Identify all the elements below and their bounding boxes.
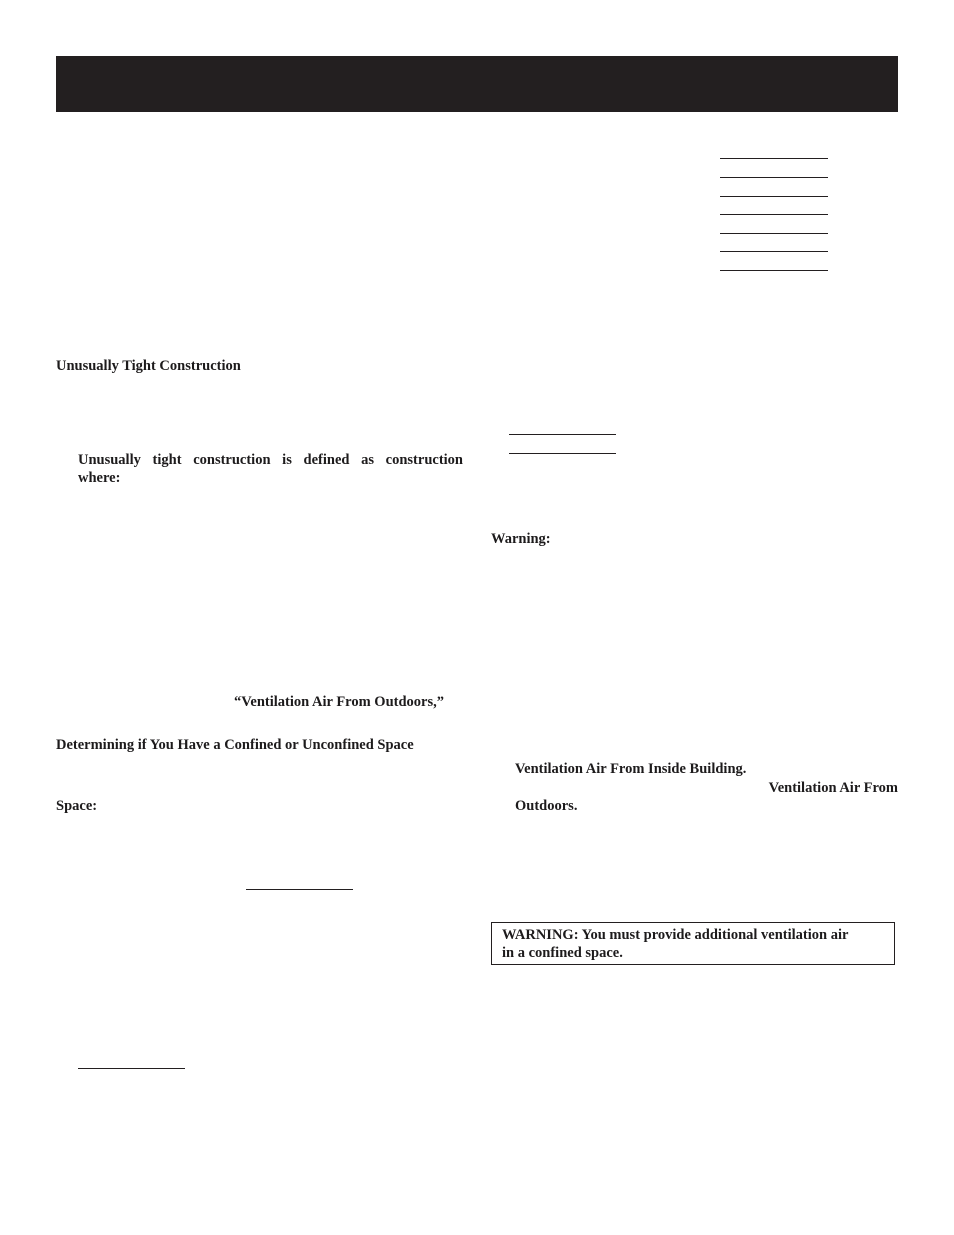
space-label: Space:	[56, 798, 98, 814]
warning-box-line: in a confined space.	[502, 945, 623, 961]
outdoors-reference: Outdoors.	[515, 798, 578, 814]
form-blank-line	[509, 434, 616, 435]
warning-label: Warning:	[491, 531, 551, 547]
tight-construction-definition-cont: where:	[78, 470, 121, 486]
header-bar	[56, 56, 898, 112]
form-blank-line	[720, 270, 828, 271]
form-blank-line	[720, 177, 828, 178]
form-blank-line	[720, 251, 828, 252]
tight-construction-definition: Unusually tight construction is defined as construction	[78, 452, 463, 468]
ventilation-outdoors-reference: “Ventilation Air From Outdoors,”	[234, 694, 444, 710]
form-blank-line	[720, 158, 828, 159]
form-blank-line	[720, 196, 828, 197]
form-blank-line	[509, 453, 616, 454]
ventilation-inside-reference: Ventilation Air From Inside Building.	[515, 761, 747, 777]
warning-box-line: WARNING: You must provide additional ventilation air	[502, 927, 849, 943]
form-blank-line	[78, 1068, 185, 1069]
form-blank-line	[246, 889, 353, 890]
confined-space-heading: Determining if You Have a Confined or Unconfined Space	[56, 737, 414, 753]
form-blank-line	[720, 233, 828, 234]
ventilation-from-reference: Ventilation Air From	[768, 780, 898, 796]
confined-space-warning-box	[491, 922, 895, 965]
form-blank-line	[720, 214, 828, 215]
tight-construction-heading: Unusually Tight Construction	[56, 358, 241, 374]
